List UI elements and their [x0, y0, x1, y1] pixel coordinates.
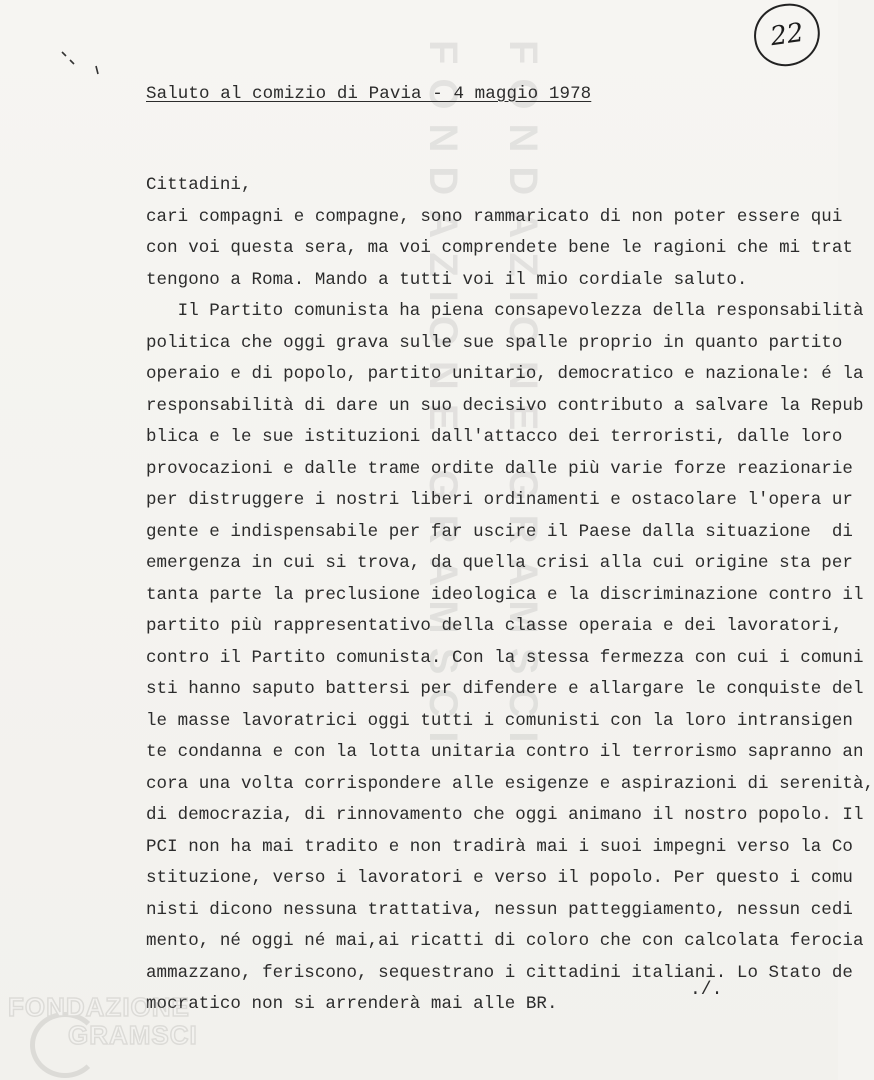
- text-line: sti hanno saputo battersi per difendere e allargare le conquiste del: [146, 679, 864, 699]
- text-line: le masse lavoratrici oggi tutti i comunisti con la loro intransigen: [146, 710, 853, 731]
- watermark-vertical: FONDAZIONE GRAMSCI: [421, 40, 465, 757]
- text-line: te condanna e con la lotta unitaria contro il terrorismo sapranno an: [146, 742, 864, 762]
- text-line: mento, né oggi né mai,ai ricatti di coloro che con calcolata ferocia: [146, 931, 864, 951]
- text-line: Cittadini,: [146, 175, 252, 195]
- page-number: 22: [750, 0, 824, 70]
- text-line: PCI non ha mai tradito e non tradirà mai i suoi impegni verso la Co: [146, 836, 853, 857]
- logo-line-2: GRAMSCI: [68, 1020, 198, 1050]
- text-line: operaio e di popolo, partito unitario, democratico e nazionale: é la: [146, 364, 864, 384]
- text-line: gente e indispensabile per far uscire il Paese dalla situazione di: [146, 521, 853, 542]
- margin-marks: [58, 44, 108, 84]
- text-line: tengono a Roma. Mando a tutti voi il mio cordiale saluto.: [146, 269, 748, 290]
- text-line: provocazioni e dalle trame ordite dalle più varie forze reazionarie: [146, 458, 853, 479]
- fondazione-gramsci-logo: [0, 990, 200, 1070]
- watermark-vertical-2: FONDAZIONE GRAMSCI: [501, 40, 545, 757]
- text-line: tanta parte la preclusione ideologica e la discriminazione contro il: [146, 584, 864, 605]
- document-title: Saluto al comizio di Pavia - 4 maggio 1978: [146, 84, 592, 104]
- text-line: Il Partito comunista ha piena consapevolezza della responsabilità: [146, 301, 864, 321]
- text-line: nisti dicono nessuna trattativa, nessun patteggiamento, nessun cedi: [146, 899, 853, 920]
- logo-line-1: FONDAZIONE: [8, 992, 190, 1022]
- text-line: ammazzano, feriscono, sequestrano i cittadini italiani. Lo Stato de: [146, 962, 853, 983]
- continuation-mark: ./.: [690, 980, 723, 1000]
- text-line: contro il Partito comunista. Con la stessa fermezza con cui i comuni: [146, 647, 864, 668]
- document-body: [146, 170, 874, 1021]
- text-line: cora una volta corrispondere alle esigenze e aspirazioni di serenità,: [146, 773, 874, 794]
- text-line: per distruggere i nostri liberi ordinamenti e ostacolare l'opera ur: [146, 490, 853, 510]
- text-line: responsabilità di dare un suo decisivo contributo a salvare la Repub: [146, 395, 864, 416]
- text-line: cari compagni e compagne, sono rammaricato di non poter essere qui: [146, 206, 843, 227]
- text-line: stituzione, verso i lavoratori e verso il popolo. Per questo i comu: [146, 868, 853, 888]
- text-line: con voi questa sera, ma voi comprendete bene le ragioni che mi trat: [146, 238, 853, 258]
- text-line: di democrazia, di rinnovamento che oggi animano il nostro popolo. Il: [146, 805, 864, 825]
- text-line: mocratico non si arrenderà mai alle BR.: [146, 994, 558, 1014]
- text-line: politica che oggi grava sulle sue spalle proprio in quanto partito: [146, 332, 843, 353]
- text-line: blica e le sue istituzioni dall'attacco dei terroristi, dalle loro: [146, 427, 843, 447]
- text-line: emergenza in cui si trova, da quella crisi alla cui origine sta per: [146, 553, 853, 573]
- text-line: partito più rappresentativo della classe operaia e dei lavoratori,: [146, 616, 843, 636]
